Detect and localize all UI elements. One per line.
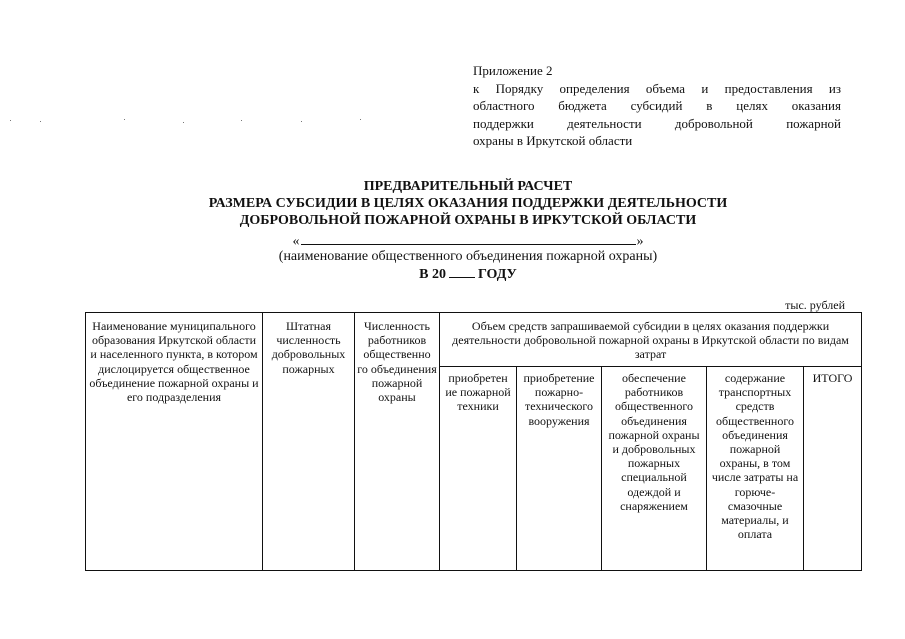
close-quote: »	[636, 234, 644, 249]
header-workers-count: Численность работников общественно го объединения пожарной охраны	[355, 313, 440, 571]
open-quote: «	[292, 234, 300, 249]
appendix-line: к Порядку определения объема и предоставления из	[473, 80, 841, 96]
header-clothing-provision: обеспечение работников общественного объединения пожарной охраны и добровольных пожарных специальной одеждой и снаряжением	[602, 367, 707, 571]
unit-label: тыс. рублей	[785, 298, 845, 312]
header-fire-equipment: приобретен ие пожарной техники	[440, 367, 517, 571]
scan-specks	[0, 116, 905, 126]
document-title-line: ДОБРОВОЛЬНОЙ ПОЖАРНОЙ ОХРАНЫ В ИРКУТСКОЙ ОБЛАСТИ	[239, 213, 697, 228]
subsidy-table	[85, 312, 862, 571]
organization-name-caption: (наименование общественного объединения пожарной охраны)	[278, 249, 658, 264]
organization-name-blank	[301, 231, 636, 245]
header-municipality: Наименование муниципального образования Иркутской области и населенного пункта, в котором дислоцируется общественное объединение пожарной охраны и его подразделения	[86, 313, 263, 571]
appendix-title: Приложение 2	[473, 63, 553, 78]
header-subsidy-volume: Объем средств запрашиваемой субсидии в целях оказания поддержки деятельности добровольной пожарной охраны в Иркутской области по видам затрат	[440, 313, 862, 367]
appendix-line: поддержки деятельности добровольной пожарной	[473, 115, 841, 131]
appendix-block	[473, 62, 841, 150]
appendix-line: областного бюджета субсидий в целях оказания	[473, 98, 841, 113]
header-staff-count: Штатная численность добровольных пожарных	[263, 313, 355, 571]
document-title-line: РАЗМЕРА СУБСИДИИ В ЦЕЛЯХ ОКАЗАНИЯ ПОДДЕРЖКИ ДЕЯТЕЛЬНОСТИ	[208, 196, 728, 211]
appendix-line: охраны в Иркутской области	[473, 133, 633, 148]
header-total: ИТОГО	[804, 367, 862, 571]
header-vehicle-maintenance: содержание транспортных средств общественного объединения пожарной охраны, в том числе затраты на горюче-смазочные материалы, и оплата	[707, 367, 804, 571]
year-prefix: В 20	[419, 267, 446, 282]
year-blank	[449, 265, 475, 278]
year-suffix: ГОДУ	[478, 267, 517, 282]
document-title: ПРЕДВАРИТЕЛЬНЫЙ РАСЧЕТ	[363, 179, 573, 194]
header-technical-armament: приобретение пожарно-технического вооружения	[517, 367, 602, 571]
year-line	[0, 265, 905, 284]
